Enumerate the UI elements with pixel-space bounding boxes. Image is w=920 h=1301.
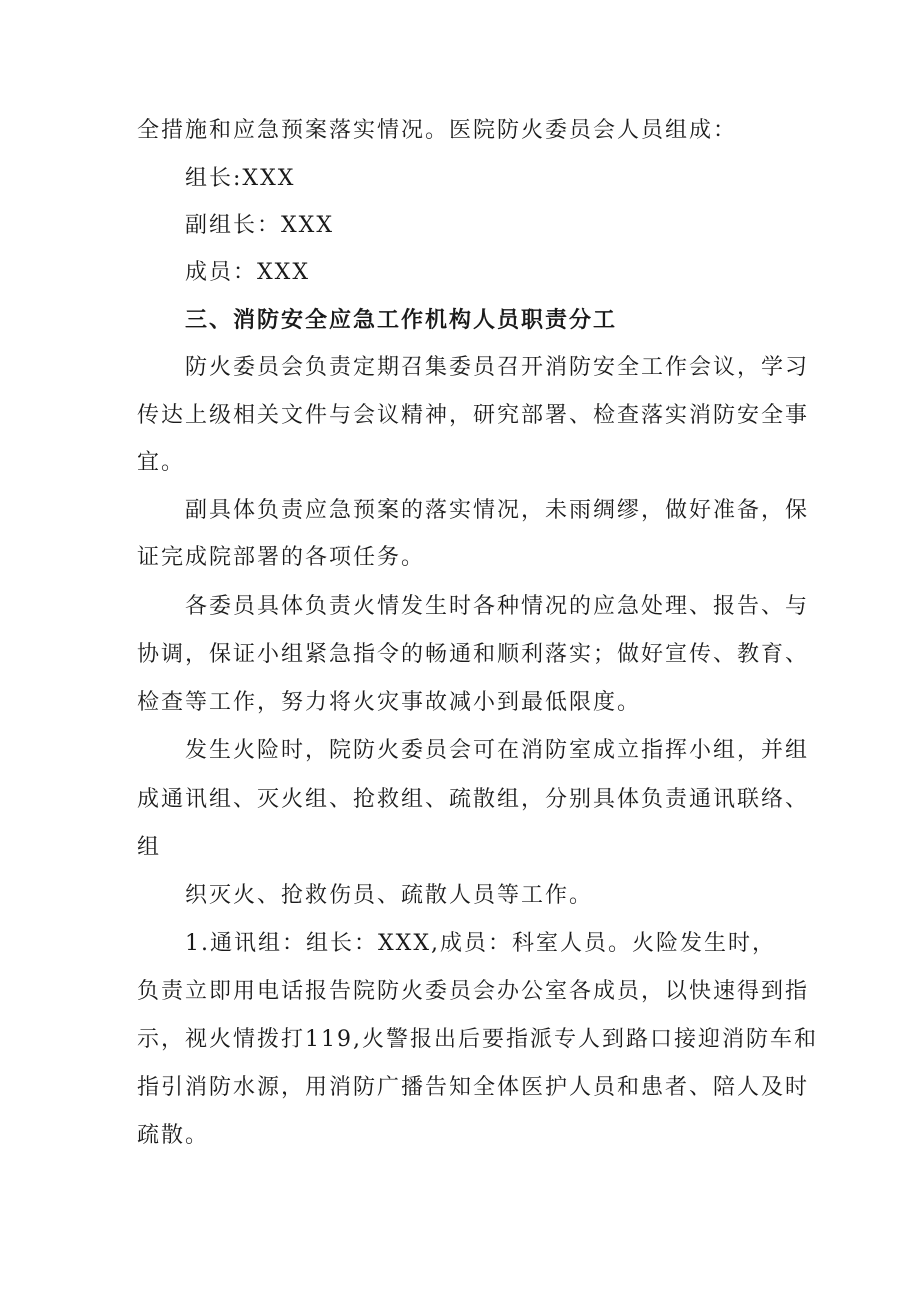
paragraph-line: 副具体负责应急预案的落实情况，未雨绸缪，做好准备，保 — [185, 498, 810, 523]
paragraph-line: 负责立即用电话报告院防火委员会办公室各成员，以快速得到指 — [137, 979, 810, 1004]
paragraph-line: 成通讯组、灭火组、抢救组、疏散组，分别具体负责通讯联络、 — [137, 787, 810, 812]
section-heading: 三、消防安全应急工作机构人员职责分工 — [185, 308, 618, 333]
paragraph-line: 传达上级相关文件与会议精神，研究部署、检查落实消防安全事 — [137, 403, 810, 428]
paragraph-line: 宜。 — [137, 450, 186, 475]
paragraph-line: 1.通讯组：组长：XXX,成员：科室人员。火险发生时， — [185, 931, 776, 956]
paragraph-line: 指引消防水源，用消防广播告知全体医护人员和患者、陪人及时 — [137, 1075, 810, 1100]
paragraph-line: 协调，保证小组紧急指令的畅通和顺利落实；做好宣传、教育、 — [137, 642, 810, 667]
paragraph-line: 示，视火情拨打119,火警报出后要指派专人到路口接迎消防车和 — [137, 1027, 818, 1052]
paragraph-line: 防火委员会负责定期召集委员召开消防安全工作会议，学习 — [185, 355, 810, 380]
leader-line: 组长:XXX — [185, 166, 296, 191]
paragraph-line: 各委员具体负责火情发生时各种情况的应急处理、报告、与 — [185, 594, 810, 619]
paragraph-line: 证完成院部署的各项任务。 — [137, 545, 426, 570]
intro-line: 全措施和应急预案落实情况。医院防火委员会人员组成： — [137, 118, 738, 143]
paragraph-line: 疏散。 — [137, 1123, 210, 1148]
paragraph-line: 织灭火、抢救伤员、疏散人员等工作。 — [185, 883, 594, 908]
deputy-leader-line: 副组长：XXX — [185, 213, 334, 238]
paragraph-line: 发生火险时，院防火委员会可在消防室成立指挥小组，并组 — [185, 738, 810, 763]
paragraph-line: 检查等工作，努力将火灾事故减小到最低限度。 — [137, 690, 642, 715]
paragraph-line: 组 — [137, 835, 162, 860]
members-line: 成员：XXX — [185, 260, 310, 285]
